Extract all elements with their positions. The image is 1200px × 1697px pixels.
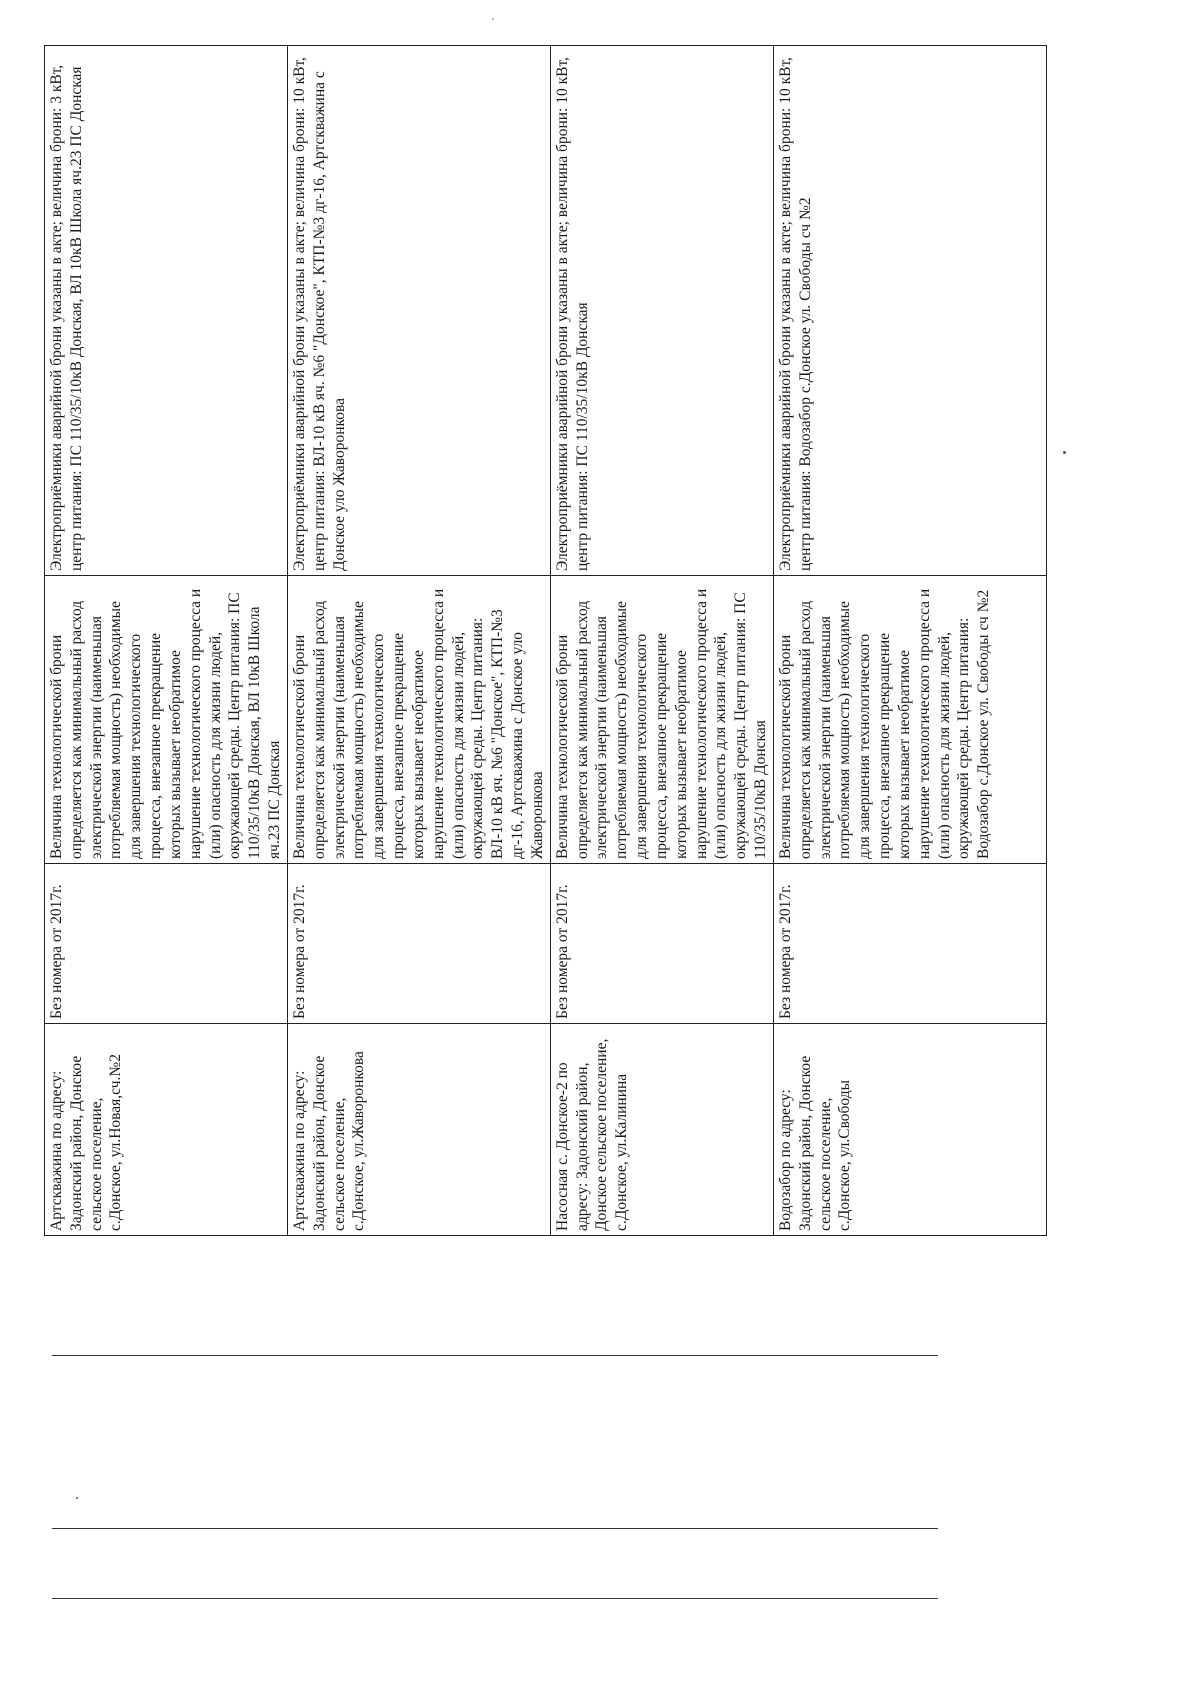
emergency-reserve-cell: Электроприёмники аварийной брони указаны в акте; величина брони: 3 кВт, центр питания: ПС 110/35/10кВ Донская, ВЛ 10кВ Школа яч.23 ПС Донская (45, 46, 288, 576)
table-row (550, 46, 773, 1236)
tech-reserve-cell: Величина технологической брони определяется как минимальный расход электрической энергии (наименьшая потребляемая мощность) необходимые для завершения технологического процесса, внезапное прекращение которых вызывает необратимое нарушение технологического процесса и (или) опасность для жизни людей, окружающей среды. Центр питания: ПС 110/35/10кВ Донская, ВЛ 10кВ Школа яч.23 ПС Донская (45, 576, 288, 864)
scan-speck (492, 18, 494, 20)
object-cell: Артскважина по адресу: Задонский район, Донское сельское поселение, с.Донское, ул.Жаворонкова (288, 1024, 551, 1236)
emergency-reserve-cell: Электроприёмники аварийной брони указаны в акте; величина брони: 10 кВт, центр питания: Водозабор с.Донское ул. Свободы сч №2 (773, 46, 1046, 576)
tech-reserve-cell: Величина технологической брони определяется как минимальный расход электрической энергии (наименьшая потребляемая мощность) необходимые для завершения технологического процесса, внезапное прекращение которых вызывает необратимое нарушение технологического процесса и (или) опасность для жизни людей, окружающей среды. Центр питания: ПС 110/35/10кВ Донская (550, 576, 773, 864)
object-cell: Артскважина по адресу: Задонский район, Донское сельское поселение, с.Донское, ул.Новая,сч.№2 (45, 1024, 288, 1236)
document-cell: Без номера от 2017г. (288, 864, 551, 1024)
document-cell: Без номера от 2017г. (550, 864, 773, 1024)
object-cell: Насосная с. Донское-2 по адресу: Задонский район, Донское сельское поселение, с.Донское, ул.Калинина (550, 1024, 773, 1236)
document-cell: Без номера от 2017г. (773, 864, 1046, 1024)
tech-reserve-cell: Величина технологической брони определяется как минимальный расход электрической энергии (наименьшая потребляемая мощность) необходимые для завершения технологического процесса, внезапное прекращение которых вызывает необратимое нарушение технологического процесса и (или) опасность для жизни людей, окружающей среды. Центр питания: ВЛ-10 кВ яч. №6 "Донское", КТП-№3 дг-16, Артскважина с Донское уло Жаворонкова (288, 576, 551, 864)
emergency-reserve-cell: Электроприёмники аварийной брони указаны в акте; величина брони: 10 кВт, центр питания: ВЛ-10 кВ яч. №6 "Донское", КТП-№3 дг-16, Артскважина с Донское уло Жаворонкова (288, 46, 551, 576)
signature-line (52, 1598, 938, 1599)
signature-line (52, 1528, 938, 1529)
document-cell: Без номера от 2017г. (45, 864, 288, 1024)
table-row (288, 46, 551, 1236)
tech-reserve-cell: Величина технологической брони определяется как минимальный расход электрической энергии (наименьшая потребляемая мощность) необходимые для завершения технологического процесса, внезапное прекращение которых вызывает необратимое нарушение технологического процесса и (или) опасность для жизни людей, окружающей среды. Центр питания: Водозабор с.Донское ул. Свободы сч №2 (773, 576, 1046, 864)
table-row (45, 46, 288, 1236)
object-cell: Водозабор по адресу: Задонский район, Донское сельское поселение, с.Донское, ул.Свободы (773, 1024, 1046, 1236)
table-row (773, 46, 1046, 1236)
scan-speck (76, 1497, 78, 1499)
rotated-page-content (44, 46, 1019, 1236)
emergency-reserve-cell: Электроприёмники аварийной брони указаны в акте; величина брони: 10 кВт, центр питания: ПС 110/35/10кВ Донская (550, 46, 773, 576)
signature-line (52, 1355, 938, 1356)
scan-speck (1063, 451, 1066, 454)
reserve-table (44, 45, 1047, 1236)
